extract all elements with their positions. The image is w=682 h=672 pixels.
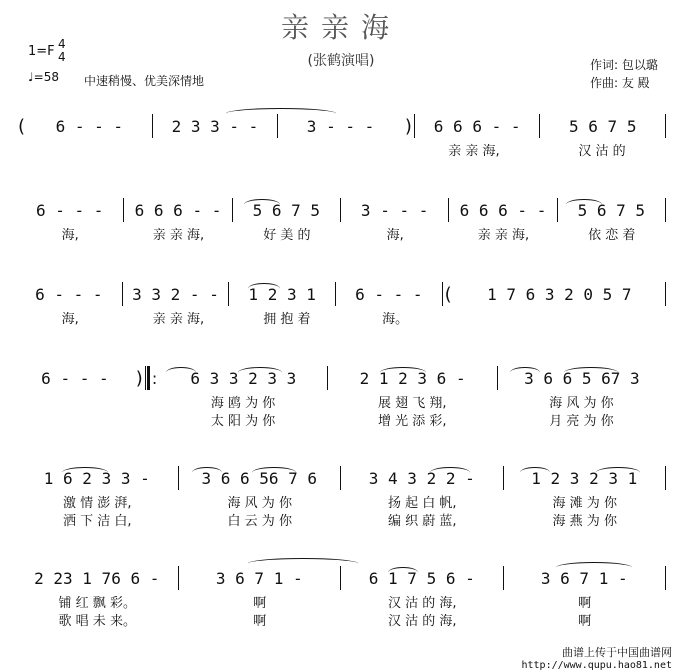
slur — [248, 558, 358, 569]
measure: 3 6 7 1 - — [215, 568, 303, 588]
lyric-cell: 月 亮 为 你 — [549, 414, 614, 429]
lyric-cell: 太 阳 为 你 — [210, 414, 276, 429]
lyric-row-1 — [16, 140, 666, 158]
lyric-cell: 依 恋 着 — [588, 228, 636, 243]
slur — [566, 199, 602, 210]
measure: 5 6 7 5 — [252, 200, 321, 220]
lyric-cell: 激 情 澎 湃, — [62, 496, 132, 511]
slur — [244, 199, 280, 210]
staff-row — [16, 464, 666, 492]
slur — [510, 367, 540, 378]
slur — [238, 367, 282, 378]
measure: 1 2 3 1 — [248, 284, 316, 304]
close-paren: ) — [404, 115, 412, 137]
open-paren: ( — [444, 283, 452, 305]
lyric-cell: 增 光 添 彩, — [377, 414, 447, 429]
staff-row — [16, 196, 666, 224]
measure: 6 6 6 - - — [459, 200, 547, 220]
measure: 3 4 3 2 2 - — [368, 468, 475, 488]
measure: 5 6 7 5 — [569, 116, 637, 136]
bar-line — [665, 198, 666, 222]
system-3 — [16, 280, 666, 326]
staff-row — [16, 280, 666, 308]
tempo-mark: ♩=58 — [28, 70, 59, 84]
measure: 3 6 6 56 7 6 — [201, 468, 318, 488]
lyric-row-2 — [16, 510, 666, 528]
lyric-row-1 — [16, 592, 666, 610]
song-title: 亲亲海 — [280, 11, 401, 44]
measure: 6 - - - — [41, 368, 109, 388]
measure: 6 3 3 2 3 3 — [190, 368, 297, 388]
repeat-sign: : — [151, 368, 158, 388]
lyric-cell: 海 滩 为 你 — [552, 496, 617, 511]
lyric-cell: 汉 沽 的 — [578, 144, 626, 159]
lyric-cell: 扬 起 白 帆, — [387, 496, 457, 511]
slur — [520, 467, 550, 478]
slur — [192, 467, 222, 478]
lyric-cell: 汉 沽 的 海, — [387, 596, 457, 611]
lyric-row-2 — [16, 610, 666, 628]
slur — [430, 467, 470, 478]
lyric-cell — [16, 392, 134, 410]
lyric-cell: 海 燕 为 你 — [552, 514, 617, 529]
slur — [252, 467, 296, 478]
measure: 3 - - - — [360, 200, 429, 220]
singer-credit: (张鹤演唱) — [307, 53, 375, 69]
measure: 6 - - - — [35, 200, 104, 220]
measure: 3 6 6 5 67 3 — [524, 368, 640, 388]
time-signature — [58, 38, 66, 64]
lyric-cell — [16, 410, 134, 428]
system-4 — [16, 364, 666, 428]
slur — [62, 467, 108, 478]
slur — [248, 283, 280, 294]
lyric-row-1 — [16, 392, 666, 410]
lyric-cell: 海 风 为 你 — [549, 396, 614, 411]
slur — [596, 467, 640, 478]
bar-line — [665, 114, 666, 138]
lyric-cell — [26, 140, 154, 158]
system-2 — [16, 196, 666, 242]
lyric-cell: 编 织 蔚 蓝, — [387, 514, 457, 529]
measure: 1 7 6 3 2 0 5 7 — [487, 284, 632, 304]
lyric-cell: 亲 亲 海, — [152, 228, 205, 243]
measure: 2 23 1 76 6 - — [34, 568, 160, 588]
lyric-cell: 汉 沽 的 海, — [387, 614, 457, 629]
lyric-cell: 亲 亲 海, — [477, 228, 530, 243]
measure: 3 3 2 - - — [132, 284, 219, 304]
bar-line — [665, 566, 666, 590]
lyric-cell: 啊 — [578, 614, 592, 629]
lyric-cell: 海, — [61, 228, 79, 243]
measure: 6 1 7 5 6 - — [368, 568, 475, 588]
lyric-row-1 — [16, 308, 666, 326]
staff-row — [16, 564, 666, 592]
composer-credit: 作曲: 友 殿 — [590, 76, 650, 90]
lyric-cell: 白 云 为 你 — [227, 514, 292, 529]
measure: 6 6 6 - - — [134, 200, 222, 220]
slur — [226, 108, 336, 119]
bar-line — [665, 282, 666, 306]
lyric-cell — [449, 308, 666, 326]
lyric-cell: 亲 亲 海, — [448, 144, 500, 159]
system-1 — [16, 112, 666, 158]
lyric-row-1 — [16, 224, 666, 242]
lyric-row-1 — [16, 492, 666, 510]
lyricist-credit: 作词: 包以璐 — [590, 58, 658, 72]
measure: 6 - - - — [35, 284, 103, 304]
lyric-cell: 啊 — [253, 614, 267, 629]
slur — [380, 367, 426, 378]
lyric-cell: 好 美 的 — [263, 228, 311, 243]
measure: 2 3 3 - - — [171, 116, 259, 136]
close-paren: ) — [135, 367, 143, 389]
lyric-cell — [154, 140, 282, 158]
lyric-cell: 洒 下 洁 白, — [62, 514, 132, 529]
measure: 6 - - - — [355, 284, 423, 304]
system-5 — [16, 464, 666, 528]
lyric-cell: 展 翅 飞 翔, — [377, 396, 447, 411]
lyric-cell: 拥 抱 着 — [263, 312, 311, 327]
staff-row — [16, 112, 666, 140]
measure: 3 6 7 1 - — [540, 568, 628, 588]
slur — [564, 367, 618, 378]
lyric-cell: 歌 唱 未 来。 — [58, 614, 136, 629]
measure: 6 - - - — [55, 116, 124, 136]
slur — [556, 562, 632, 573]
measure: 1 2 3 2 3 1 — [531, 468, 638, 488]
measure: 6 6 6 - - — [433, 116, 521, 136]
site-watermark — [521, 646, 672, 672]
measure: 5 6 7 5 — [577, 200, 646, 220]
lyric-cell: 啊 — [253, 596, 267, 611]
system-6 — [16, 564, 666, 628]
measure: 2 1 2 3 6 - — [359, 368, 466, 388]
bar-line — [665, 466, 666, 490]
footer-url[interactable]: http://www.qupu.hao81.net — [521, 660, 672, 671]
lyric-cell — [282, 140, 410, 158]
staff-row — [16, 364, 666, 392]
meter-bottom: 4 — [58, 50, 66, 64]
meter-top: 4 — [58, 37, 66, 51]
expression-mark: 中速稍慢、优美深情地 — [84, 74, 205, 88]
slur — [388, 567, 418, 578]
lyric-cell: 亲 亲 海, — [152, 312, 205, 327]
lyric-cell: 铺 红 飘 彩。 — [58, 596, 136, 611]
measure: 3 - - - — [306, 116, 375, 136]
lyric-cell: 海 风 为 你 — [227, 496, 292, 511]
lyric-row-2 — [16, 410, 666, 428]
lyric-cell: 啊 — [578, 596, 592, 611]
footer-line-1: 曲谱上传于中国曲谱网 — [562, 646, 672, 659]
key-signature: 1=F — [28, 44, 55, 59]
measure: 1 6 2 3 3 - — [43, 468, 150, 488]
lyric-cell: 海, — [61, 312, 79, 327]
slur — [166, 367, 196, 378]
open-paren: ( — [18, 115, 26, 137]
lyric-cell: 海 鸥 为 你 — [210, 396, 276, 411]
lyric-cell: 海。 — [382, 312, 409, 327]
lyric-cell: 海, — [386, 228, 404, 243]
